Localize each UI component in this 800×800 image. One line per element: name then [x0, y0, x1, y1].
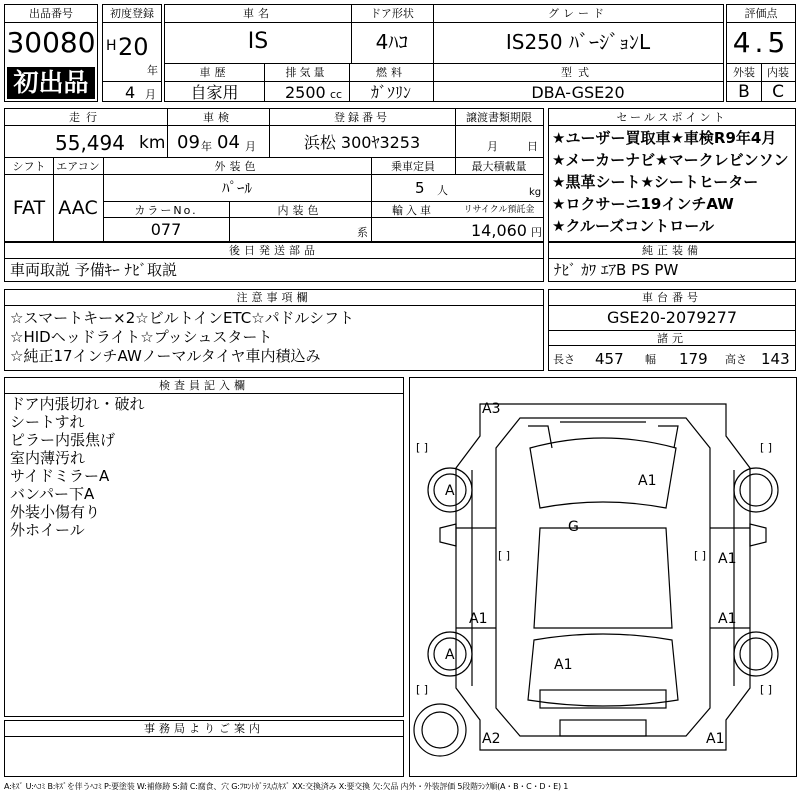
displacement-label: 排気量	[285, 66, 328, 79]
bracket-mark: [ ]	[694, 549, 707, 562]
damage-mark: G	[568, 519, 579, 535]
main-info-box	[164, 4, 724, 102]
bracket-mark: [ ]	[760, 441, 773, 454]
first-reg-month: 4	[125, 83, 136, 102]
recycle-value: 14,060	[471, 221, 527, 240]
inspector-line: シートすれ	[10, 413, 85, 431]
inspector-label: 検査員記入欄	[159, 379, 249, 392]
shift-value: FAT	[12, 197, 46, 219]
equipment-label: 純正装備	[642, 244, 702, 257]
notes-line: ☆スマートキー×2☆ビルトインETC☆パドルシフト	[10, 309, 354, 327]
selling-points-label: セールスポイント	[616, 111, 728, 124]
lot-label: 出品番号	[29, 7, 73, 20]
door-value: 4ﾊｺ	[375, 30, 409, 54]
inspector-line: ピラー内張焦げ	[10, 431, 116, 449]
selling-point-line: ★クルーズコントロール	[552, 217, 714, 235]
spec-box	[4, 108, 544, 242]
colorno-label: カラーNo.	[134, 204, 198, 217]
grade-value: IS250 ﾊﾞｰｼﾞｮﾝL	[505, 30, 651, 54]
inspector-line: 室内薄汚れ	[10, 449, 86, 467]
color-label: 外装色	[214, 160, 260, 173]
inspector-line: バンパー下A	[10, 485, 95, 503]
notes-label: 注意事項欄	[236, 291, 312, 304]
plate-label: 登録番号	[334, 111, 390, 124]
fuel-value: ｶﾞｿﾘﾝ	[370, 83, 411, 102]
recycle-unit: 円	[531, 226, 542, 239]
shift-label: シフト	[12, 160, 46, 173]
equipment-value: ﾅﾋﾞ ｶﾜ ｴｱB PS PW	[554, 261, 679, 279]
later-parts-value: 車両取説 予備ｷｰ ﾅﾋﾞ取説	[10, 261, 178, 279]
capacity-value: 5	[415, 179, 425, 197]
door-label: ドア形状	[370, 7, 414, 20]
notes-line: ☆純正17インチAWノーマルタイヤ車内積込み	[10, 347, 321, 365]
damage-mark: A1	[469, 611, 488, 627]
exterior-value: B	[738, 82, 750, 102]
load-label: 最大積載量	[471, 160, 527, 173]
selling-point-line: ★黒革シート★シートヒーター	[552, 173, 759, 191]
damage-mark: A1	[718, 611, 737, 627]
transfer-label: 譲渡書類期限	[466, 111, 532, 124]
model-label: 型式	[561, 66, 595, 79]
displacement-unit: cc	[330, 88, 343, 101]
damage-mark: A2	[482, 731, 501, 747]
damage-mark: A1	[706, 731, 725, 747]
chassis-box	[548, 289, 796, 371]
score-value: 4.5	[732, 26, 790, 59]
mileage-unit: km	[139, 133, 166, 153]
inspector-box	[4, 377, 404, 717]
damage-mark: A	[445, 647, 455, 663]
grade-label: グレード	[548, 7, 608, 20]
inspection-month-unit: 月	[245, 140, 256, 153]
exterior-label: 外装	[733, 66, 755, 79]
interior-value: C	[772, 82, 784, 102]
chassis-label: 車台番号	[642, 291, 702, 304]
car-name-label: 車名	[243, 7, 273, 20]
bracket-mark: [ ]	[416, 683, 429, 696]
lot-number: 30080	[6, 26, 96, 59]
selling-point-line: ★メーカーナビ★マークレビンソン	[552, 151, 789, 169]
chassis-value: GSE20-2079277	[606, 308, 738, 327]
damage-mark: A1	[718, 551, 737, 567]
later-parts-label: 後日発送部品	[229, 244, 319, 257]
damage-mark: A1	[554, 657, 573, 673]
year-unit: 年	[147, 64, 158, 77]
history-label: 車歴	[199, 66, 230, 79]
transfer-day: 日	[527, 140, 538, 153]
bracket-mark: [ ]	[416, 441, 429, 454]
car-name: IS	[247, 29, 269, 54]
colorno-value: 077	[150, 220, 182, 239]
inspector-line: サイドミラーA	[10, 467, 110, 485]
equipment-box	[548, 242, 796, 282]
mileage-label: 走行	[69, 111, 103, 124]
notes-line: ☆HIDヘッドライト☆プッシュスタート	[10, 328, 273, 346]
legend-text: A:ｷｽﾞ U:ﾍｺﾐ B:ｷｽﾞを伴うﾍｺﾐ P:要塗装 W:補修跡 S:錆 C:腐食、穴 G:ﾌﾛﾝﾄｶﾞﾗｽ点ｷｽﾞ XX:交換済み X:要交換 欠:欠品 内外・外装評価 5段階ﾗﾝｸ順(A・B・C・D・E) 1	[4, 782, 569, 791]
model-value: DBA-GSE20	[531, 83, 625, 102]
first-reg-label: 初度登録	[110, 7, 154, 20]
ac-value: AAC	[58, 197, 98, 219]
ac-label: エアコン	[56, 160, 100, 173]
capacity-unit: 人	[437, 184, 448, 197]
selling-points-box	[548, 108, 796, 242]
width-value: 179	[679, 350, 708, 368]
damage-mark: A3	[482, 401, 501, 417]
score-box	[726, 4, 796, 102]
score-label: 評価点	[744, 7, 778, 20]
damage-mark: A	[445, 483, 455, 499]
inspector-line: 外装小傷有り	[10, 503, 101, 521]
inspection-year: 09	[177, 132, 200, 153]
height-label: 高さ	[725, 353, 747, 366]
selling-point-line: ★ユーザー買取車★車検R9年4月	[552, 129, 777, 147]
width-label: 幅	[645, 353, 656, 366]
capacity-label: 乗車定員	[391, 160, 435, 173]
bracket-mark: [ ]	[498, 549, 511, 562]
later-parts-box	[4, 242, 544, 282]
car-diagram-box	[409, 377, 797, 777]
displacement-value: 2500	[285, 83, 326, 102]
intcolor-unit: 系	[357, 226, 368, 239]
color-value: ﾊﾟｰﾙ	[221, 179, 252, 197]
inspection-month: 04	[217, 132, 240, 153]
first-reg-year: 20	[118, 33, 149, 61]
year-era: H	[106, 38, 117, 54]
car-diagram	[410, 378, 796, 776]
fuel-label: 燃料	[376, 66, 406, 79]
office-box	[4, 720, 404, 777]
length-value: 457	[595, 350, 624, 368]
recycle-label: リサイクル預託金	[463, 205, 535, 215]
selling-point-line: ★ロクサーニ19インチAW	[552, 195, 734, 213]
inspection-label: 車検	[203, 111, 233, 124]
bracket-mark: [ ]	[760, 683, 773, 696]
first-listing-text: 初出品	[13, 68, 89, 97]
mileage-value: 55,494	[55, 131, 125, 155]
office-label: 事務局よりご案内	[144, 722, 264, 735]
history-value: 自家用	[190, 83, 239, 102]
lot-box	[4, 4, 98, 102]
intcolor-label: 内装色	[277, 204, 323, 217]
height-value: 143	[761, 350, 790, 368]
inspection-year-unit: 年	[201, 140, 212, 153]
interior-label: 内装	[767, 66, 789, 79]
first-reg-box	[102, 4, 162, 102]
inspector-line: ドア内張切れ・破れ	[10, 395, 145, 413]
load-unit: kg	[529, 187, 542, 198]
damage-mark: A1	[638, 473, 657, 489]
notes-box	[4, 289, 544, 371]
month-unit: 月	[145, 88, 156, 101]
import-label: 輸入車	[392, 204, 434, 217]
transfer-month: 月	[487, 140, 498, 153]
dimensions-label: 諸元	[657, 332, 687, 345]
length-label: 長さ	[553, 353, 575, 366]
inspector-line: 外ホイール	[10, 521, 85, 539]
plate-value: 浜松 300ﾔ3253	[303, 133, 421, 152]
